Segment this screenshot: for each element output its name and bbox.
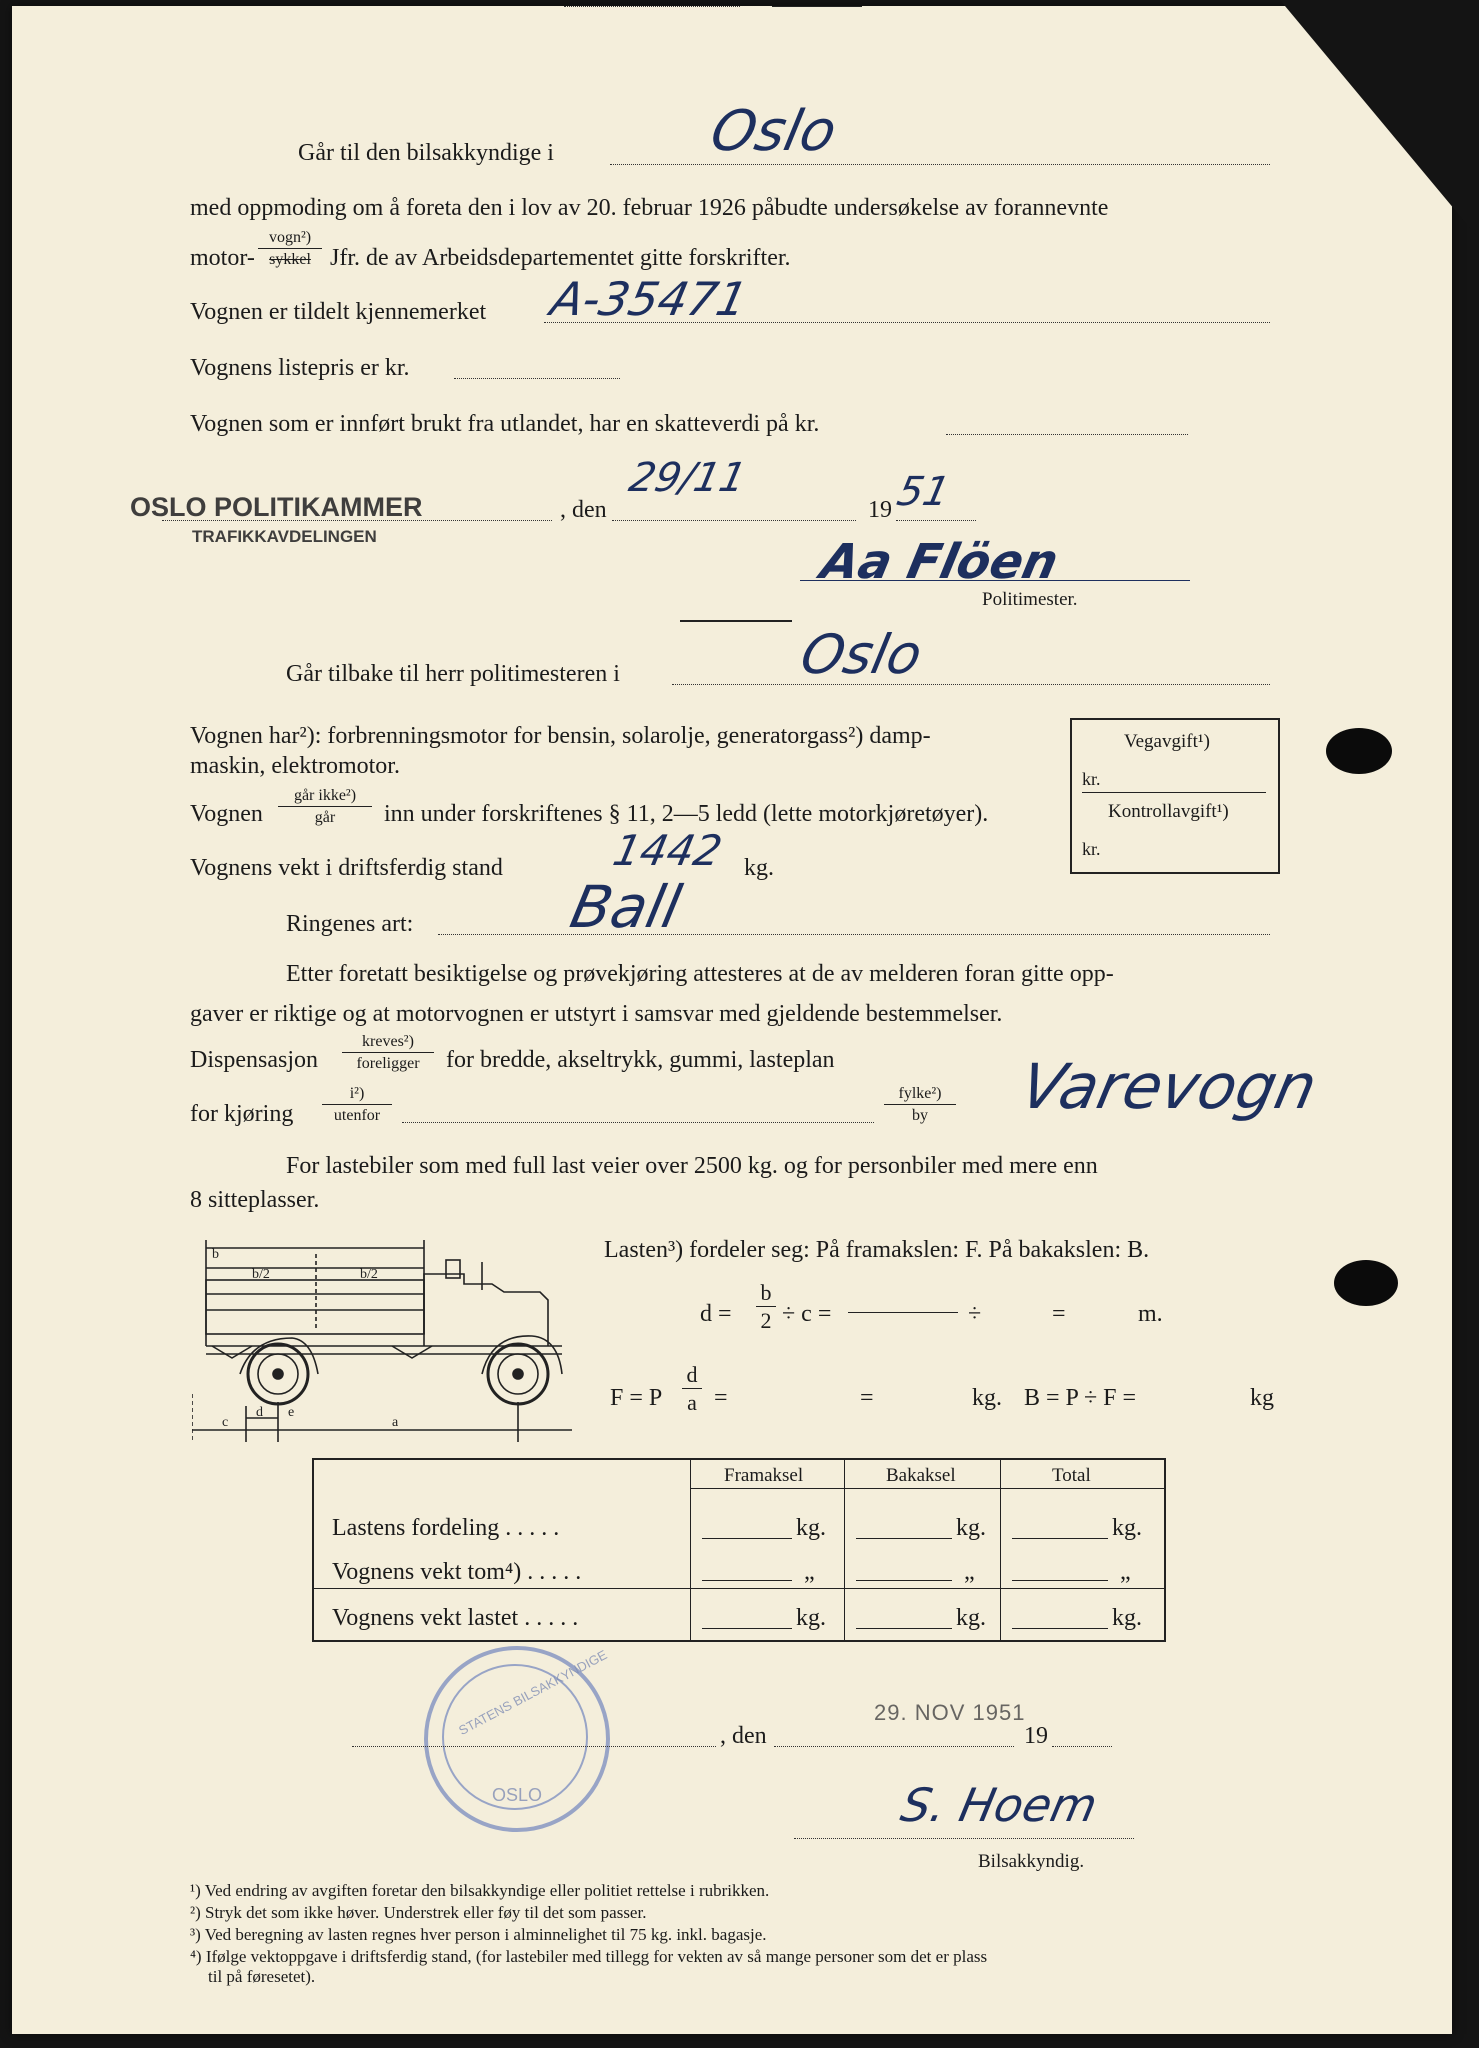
diagram-label-b2b: b/2 bbox=[360, 1267, 378, 1282]
avgift-box bbox=[1070, 718, 1280, 874]
kontrollavgift-label: Kontrollavgift¹) bbox=[1108, 801, 1229, 822]
signature2-field[interactable] bbox=[794, 1838, 1134, 1839]
torn-corner bbox=[1280, 0, 1479, 240]
formula-d-den: 2 bbox=[760, 1308, 772, 1333]
punch-hole-upper bbox=[1326, 728, 1392, 774]
vekt-handwriting: 1442 bbox=[608, 826, 727, 875]
instruction-line: med oppmoding om å foreta den i lov av 20. februar 1926 påbudte undersøkelse av forannevnte bbox=[190, 195, 1109, 221]
footnote-3: ³) Ved beregning av lasten regnes hver person i alminnelighet til 75 kg. inkl. bagasje. bbox=[190, 1925, 767, 1944]
row-lastens-total[interactable] bbox=[1012, 1538, 1108, 1539]
date2-field[interactable] bbox=[774, 1746, 1014, 1747]
footnote-4-cont: til på føresetet). bbox=[208, 1967, 316, 1986]
diagram-label-b2a: b/2 bbox=[252, 1267, 270, 1282]
year-field[interactable] bbox=[896, 520, 976, 521]
formula-d-num: b bbox=[756, 1282, 776, 1307]
motor-type-line2: maskin, elektromotor. bbox=[190, 753, 400, 779]
date-stamp: 29. NOV 1951 bbox=[874, 1700, 1026, 1725]
kjoring-handwriting: Varevogn bbox=[1014, 1050, 1324, 1123]
row-lastens-label: Lastens fordeling . . . . . bbox=[332, 1515, 560, 1541]
laste-line1: For lastebiler som med full last veier over 2500 kg. og for personbiler med mere enn bbox=[286, 1153, 1098, 1179]
year-handwriting: 51 bbox=[893, 469, 954, 515]
tilbake-field[interactable] bbox=[672, 684, 1270, 685]
formula-d-left: d = bbox=[700, 1301, 732, 1327]
fylke: fylke²) bbox=[884, 1086, 956, 1105]
kontrollavgift-kr: kr. bbox=[1082, 839, 1101, 859]
bilsakkyndig-label: Bilsakkyndig. bbox=[978, 1851, 1085, 1872]
vegavgift-label: Vegavgift¹) bbox=[1124, 731, 1210, 752]
section-separator bbox=[680, 620, 792, 622]
line1-field[interactable] bbox=[610, 164, 1270, 165]
row-tom-bakaksel[interactable] bbox=[856, 1580, 952, 1581]
vognen-label: Vognen bbox=[190, 801, 263, 827]
load-table bbox=[312, 1458, 1166, 1642]
row-tom-u2: „ bbox=[964, 1559, 975, 1585]
row-lastet-bakaksel[interactable] bbox=[856, 1628, 952, 1629]
signature-bilsakkyndig: S. Hoem bbox=[896, 1778, 1103, 1832]
kjoring-label: for kjøring bbox=[190, 1101, 294, 1127]
vekt-label: Vognens vekt i driftsferdig stand bbox=[190, 855, 503, 881]
formula-d-fraction bbox=[756, 1282, 776, 1332]
form-sheet bbox=[12, 6, 1452, 2034]
motor-prefix: motor- bbox=[190, 245, 255, 271]
office-field[interactable] bbox=[162, 520, 552, 521]
ringenes-handwriting: Ball bbox=[564, 873, 687, 941]
footnote-4: ⁴) Ifølge vektoppgave i driftsferdig stand, (for lastebiler med tillegg for vekten av så mange personer som det er plass bbox=[190, 1947, 988, 1966]
formula-f-eq1: = bbox=[714, 1385, 728, 1411]
fylke-by: by bbox=[912, 1107, 928, 1124]
formula-d-blank1[interactable] bbox=[848, 1312, 958, 1313]
formula-f-fraction bbox=[682, 1364, 702, 1414]
lasten-line: Lasten³) fordeler seg: På framakslen: F. På bakakslen: B. bbox=[604, 1237, 1150, 1263]
formula-b-unit: kg bbox=[1250, 1385, 1274, 1411]
disp-foreligger: foreligger bbox=[356, 1055, 420, 1072]
tilbake-handwriting: Oslo bbox=[795, 623, 928, 686]
den2-label: , den bbox=[720, 1723, 767, 1749]
gaar-ikke: går ikke²) bbox=[278, 788, 372, 807]
row-lastet-u3: kg. bbox=[1112, 1605, 1142, 1631]
forskrift-ref: Jfr. de av Arbeidsdepartementet gitte forskrifter. bbox=[330, 245, 791, 271]
disp-rest: for bredde, akseltrykk, gummi, lasteplan bbox=[446, 1047, 835, 1073]
signature-flourish bbox=[800, 580, 1190, 581]
row-lastet-label: Vognens vekt lastet . . . . . bbox=[332, 1605, 579, 1631]
forskrift-text: inn under forskriftenes § 11, 2—5 ledd (lette motorkjøretøyer). bbox=[384, 801, 989, 827]
listepris-field[interactable] bbox=[454, 378, 620, 379]
kjoring-fraction bbox=[322, 1086, 392, 1124]
row-lastet-total[interactable] bbox=[1012, 1628, 1108, 1629]
row-lastens-u1: kg. bbox=[796, 1515, 826, 1541]
row-tom-label: Vognens vekt tom⁴) . . . . . bbox=[332, 1559, 582, 1585]
round-stamp-city: OSLO bbox=[492, 1785, 543, 1805]
punch-hole-lower bbox=[1334, 1260, 1398, 1306]
skatteverdi-field[interactable] bbox=[946, 434, 1188, 435]
politimester-label: Politimester. bbox=[982, 589, 1078, 610]
row-lastet-u2: kg. bbox=[956, 1605, 986, 1631]
vegavgift-field[interactable] bbox=[1082, 792, 1266, 793]
formula-b: B = P ÷ F = bbox=[1024, 1385, 1137, 1411]
diagram-label-a: a bbox=[392, 1415, 399, 1430]
header-total: Total bbox=[1052, 1465, 1091, 1486]
row-lastens-u3: kg. bbox=[1112, 1515, 1142, 1541]
row-tom-u3: „ bbox=[1120, 1559, 1131, 1585]
formula-f-eq2: = bbox=[860, 1385, 874, 1411]
formula-d-eq: = bbox=[1052, 1301, 1066, 1327]
diagram-label-e: e bbox=[288, 1405, 295, 1420]
row-tom-u1: „ bbox=[804, 1559, 815, 1585]
row-lastens-bakaksel[interactable] bbox=[856, 1538, 952, 1539]
den-label: , den bbox=[560, 497, 607, 523]
gaar-fraction bbox=[278, 788, 372, 826]
date-field[interactable] bbox=[612, 520, 856, 521]
row-tom-total[interactable] bbox=[1012, 1580, 1108, 1581]
motor-sykkel: sykkel bbox=[269, 251, 311, 268]
ringenes-field[interactable] bbox=[438, 934, 1270, 935]
listepris-label: Vognens listepris er kr. bbox=[190, 355, 410, 381]
row-lastet-framaksel[interactable] bbox=[702, 1628, 792, 1629]
row-lastens-framaksel[interactable] bbox=[702, 1538, 792, 1539]
kjennemerke-label: Vognen er tildelt kjennemerket bbox=[190, 299, 487, 325]
formula-f-blank[interactable] bbox=[772, 6, 862, 7]
signature-politimester: Aa Flöen bbox=[816, 534, 1064, 590]
date-handwriting: 29/11 bbox=[625, 455, 751, 501]
attest-line1: Etter foretatt besiktigelse og prøvekjøring attesteres at de av melderen foran gitte opp- bbox=[286, 961, 1114, 987]
round-stamp bbox=[424, 1646, 610, 1832]
diagram-label-c: c bbox=[222, 1415, 229, 1430]
skatteverdi-label: Vognen som er innført brukt fra utlandet, har en skatteverdi på kr. bbox=[190, 411, 820, 437]
kjoring-i: i²) bbox=[322, 1086, 392, 1105]
kjoring-field[interactable] bbox=[402, 1122, 874, 1123]
disp-kreves: kreves²) bbox=[342, 1034, 434, 1053]
fylke-fraction bbox=[884, 1086, 956, 1124]
gaar: går bbox=[314, 809, 336, 826]
formula-f-num: d bbox=[682, 1364, 702, 1389]
row-lastens-u2: kg. bbox=[956, 1515, 986, 1541]
header-framaksel: Framaksel bbox=[724, 1465, 804, 1486]
attest-line2: gaver er riktige og at motorvognen er utstyrt i samsvar med gjeldende bestemmelser. bbox=[190, 1001, 1003, 1027]
formula-f-den: a bbox=[687, 1390, 697, 1415]
laste-line2: 8 sitteplasser. bbox=[190, 1187, 320, 1213]
office-stamp-dept: TRAFIKKAVDELINGEN bbox=[192, 527, 377, 546]
kjoring-utenfor: utenfor bbox=[333, 1107, 381, 1124]
tilbake-label: Går tilbake til herr politimesteren i bbox=[286, 661, 620, 687]
year-prefix: 19 bbox=[868, 497, 892, 523]
vegavgift-kr: kr. bbox=[1082, 769, 1101, 789]
row-lastet-u1: kg. bbox=[796, 1605, 826, 1631]
diagram-label-b: b bbox=[212, 1247, 219, 1262]
line1-handwriting: Oslo bbox=[705, 99, 843, 164]
formula-f-left: F = P bbox=[610, 1385, 663, 1411]
kjennemerke-handwriting: A-35471 bbox=[546, 272, 753, 326]
formula-d-unit: m. bbox=[1138, 1301, 1163, 1327]
motor-type-line1: Vognen har²): forbrenningsmotor for bensin, solarolje, generatorgass²) damp- bbox=[190, 723, 931, 749]
place-field[interactable] bbox=[352, 1746, 716, 1747]
office-stamp-name: OSLO POLITIKAMMER bbox=[130, 492, 423, 522]
motor-vogn: vogn²) bbox=[258, 230, 322, 249]
vekt-unit: kg. bbox=[744, 855, 774, 881]
disp-fraction bbox=[342, 1034, 434, 1072]
round-stamp-text: STATENS BILSAKKYNDIGE bbox=[456, 1646, 610, 1739]
vekt-field[interactable] bbox=[564, 6, 740, 7]
ringenes-label: Ringenes art: bbox=[286, 911, 414, 937]
diagram-label-d: d bbox=[256, 1405, 263, 1420]
truck-diagram bbox=[192, 1234, 582, 1454]
formula-d-right: ÷ c = bbox=[782, 1301, 832, 1327]
motor-fraction bbox=[258, 230, 322, 268]
formula-d-div: ÷ bbox=[968, 1301, 982, 1327]
year2-field[interactable] bbox=[1052, 1746, 1112, 1747]
formula-f-kg: kg. bbox=[972, 1385, 1002, 1411]
line1-label: Går til den bilsakkyndige i bbox=[298, 140, 554, 166]
footnote-1: ¹) Ved endring av avgiften foretar den bilsakkyndige eller politiet rettelse i rubrikken. bbox=[190, 1881, 770, 1900]
header-bakaksel: Bakaksel bbox=[886, 1465, 956, 1486]
footnote-2: ²) Stryk det som ikke høver. Understrek eller føy til det som passer. bbox=[190, 1903, 647, 1922]
disp-label: Dispensasjon bbox=[190, 1047, 318, 1073]
year2-prefix: 19 bbox=[1024, 1723, 1048, 1749]
row-tom-framaksel[interactable] bbox=[702, 1580, 792, 1581]
